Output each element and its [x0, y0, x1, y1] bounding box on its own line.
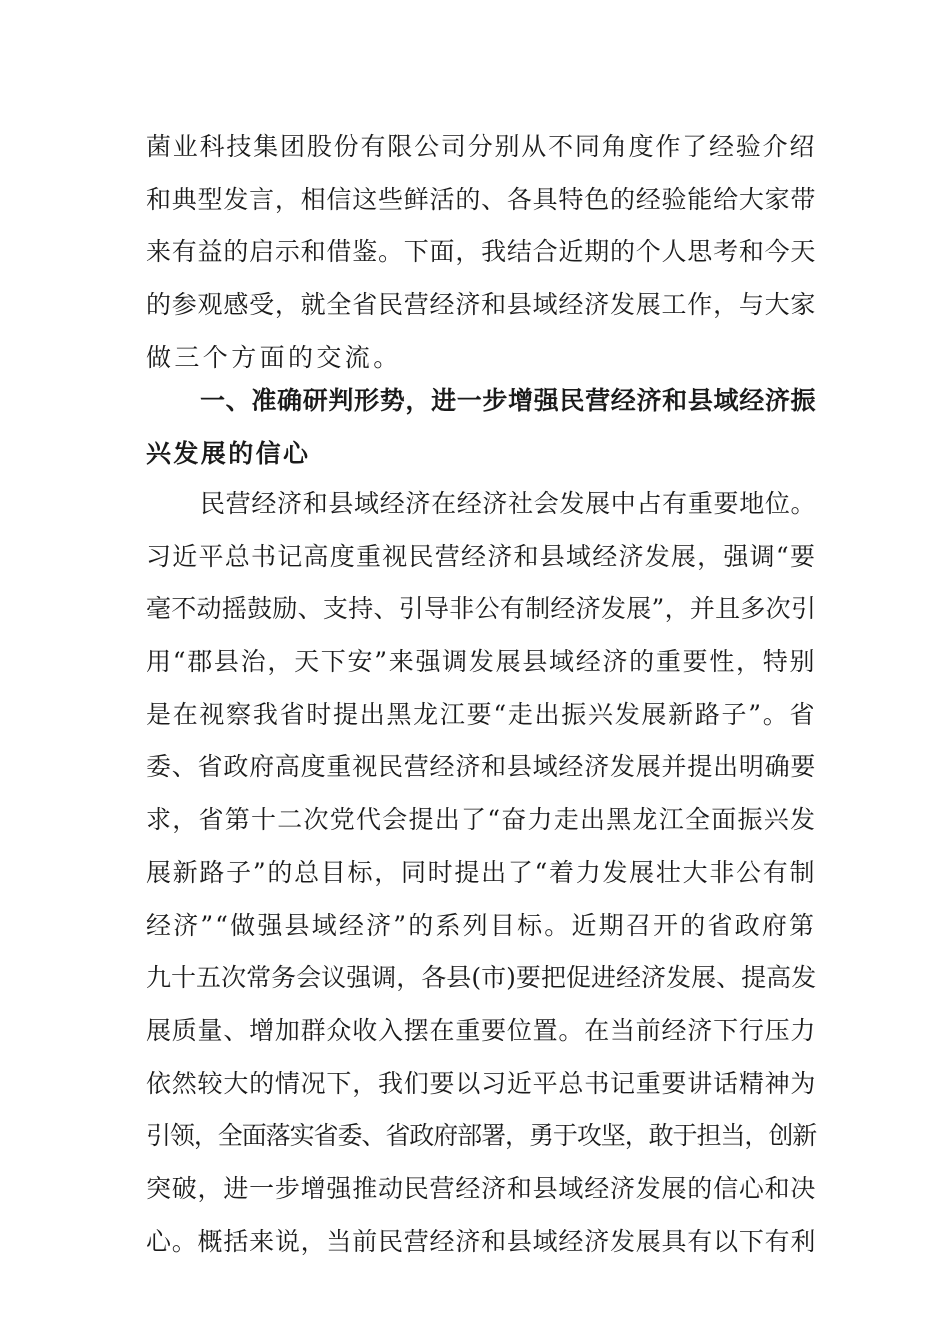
intro-paragraph [146, 121, 816, 384]
heading-line: 一、准确研判形势，进一步增强民营经济和县域经济振 [200, 386, 816, 415]
heading-line: 兴发展的信心 [146, 438, 311, 468]
paragraph-line: 委、省政府高度重视民营经济和县域经济发展并提出明确要 [146, 752, 816, 782]
paragraph-line: 做三个方面的交流。 [146, 342, 402, 372]
paragraph-line: 引领，全面落实省委、省政府部署，勇于攻坚，敢于担当，创新 [146, 1121, 816, 1151]
paragraph-line: 和典型发言，相信这些鲜活的、各具特色的经验能给大家带 [146, 184, 816, 214]
paragraph-line: 毫不动摇鼓励、支持、引导非公有制经济发展”，并且多次引 [146, 594, 816, 624]
paragraph-line: 展质量、增加群众收入摆在重要位置。在当前经济下行压力 [146, 1015, 816, 1045]
paragraph-line: 求，省第十二次党代会提出了“奋力走出黑龙江全面振兴发 [146, 805, 816, 835]
paragraph-line: 的参观感受，就全省民营经济和县域经济发展工作，与大家 [146, 290, 816, 320]
paragraph-line: 菌业科技集团股份有限公司分别从不同角度作了经验介绍 [146, 132, 816, 161]
paragraph-line: 习近平总书记高度重视民营经济和县域经济发展，强调“要 [146, 541, 816, 571]
paragraph-line: 是在视察我省时提出黑龙江要“走出振兴发展新路子”。省 [146, 699, 816, 729]
paragraph-line: 九十五次常务会议强调，各县(市)要把促进经济发展、提高发 [146, 963, 816, 993]
paragraph-line: 来有益的启示和借鉴。下面，我结合近期的个人思考和今天 [146, 237, 816, 267]
section-heading [146, 375, 816, 480]
body-paragraph [146, 478, 816, 1268]
paragraph-line: 展新路子”的总目标，同时提出了“着力发展壮大非公有制 [146, 857, 816, 887]
paragraph-line: 用“郡县治，天下安”来强调发展县域经济的重要性，特别 [146, 647, 816, 677]
paragraph-line: 民营经济和县域经济在经济社会发展中占有重要地位。 [200, 489, 816, 518]
paragraph-line: 突破，进一步增强推动民营经济和县域经济发展的信心和决 [146, 1173, 816, 1203]
paragraph-line: 依然较大的情况下，我们要以习近平总书记重要讲话精神为 [146, 1068, 816, 1098]
paragraph-line: 心。概括来说，当前民营经济和县域经济发展具有以下有利 [146, 1226, 816, 1256]
paragraph-line: 经济”“做强县域经济”的系列目标。近期召开的省政府第 [146, 910, 816, 940]
